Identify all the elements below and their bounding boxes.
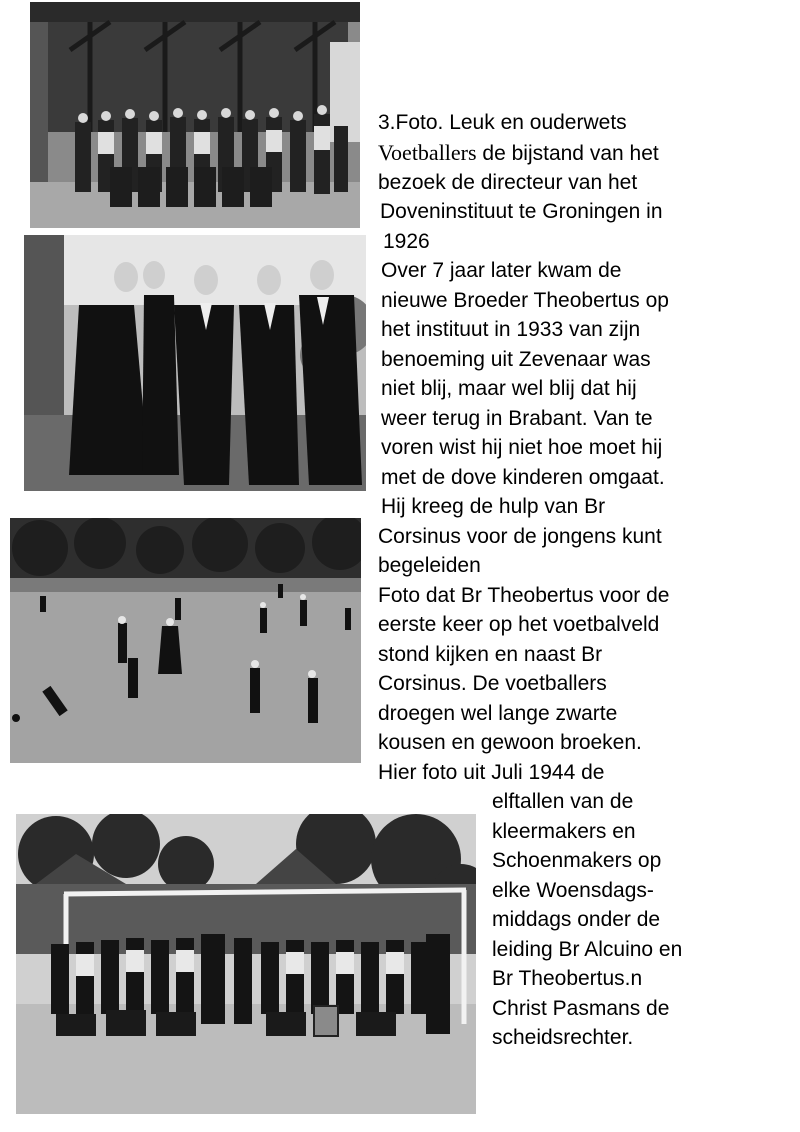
- caption-line-30: Br Theobertus.n: [492, 967, 643, 990]
- caption-line-10: niet blij, maar wel blij dat hij: [381, 377, 637, 400]
- photo-elftallen-1944: [16, 814, 476, 1114]
- caption-line-3: bezoek de directeur van het: [378, 171, 638, 194]
- caption-line-20: Corsinus. De voetballers: [378, 672, 607, 695]
- caption-line-23: Hier foto uit Juli 1944 de: [378, 761, 605, 784]
- photo-football-field: [10, 518, 361, 763]
- caption-line-21: droegen wel lange zwarte: [378, 702, 618, 725]
- caption-line-11: weer terug in Brabant. Van te: [381, 407, 653, 430]
- caption-line-32: scheidsrechter.: [492, 1026, 634, 1049]
- photo-team-1926: [30, 2, 360, 228]
- caption-line-4: Doveninstituut te Groningen in: [380, 200, 663, 223]
- caption-line-28: middags onder de: [492, 908, 661, 931]
- caption-line-27: elke Woensdags-: [492, 879, 654, 902]
- caption-line-13: met de dove kinderen omgaat.: [381, 466, 665, 489]
- caption-line-19: stond kijken en naast Br: [378, 643, 603, 666]
- caption-line-15: Corsinus voor de jongens kunt: [378, 525, 662, 548]
- caption-line-17: Foto dat Br Theobertus voor de: [378, 584, 670, 607]
- photo-directeur-visit: [24, 235, 366, 491]
- caption-line-14: Hij kreeg de hulp van Br: [381, 495, 606, 518]
- caption-line-2-rest: de bijstand van het: [476, 142, 659, 165]
- caption-line-25: kleermakers en: [492, 820, 636, 843]
- caption-line-2: [378, 138, 659, 169]
- caption-line-26: Schoenmakers op: [492, 849, 662, 872]
- caption-line-8: het instituut in 1933 van zijn: [381, 318, 641, 341]
- caption-line-5: 1926: [383, 230, 430, 253]
- caption-line-18: eerste keer op het voetbalveld: [378, 613, 660, 636]
- caption-line-22: kousen en gewoon broeken.: [378, 731, 642, 754]
- caption-line-24: elftallen van de: [492, 790, 634, 813]
- caption-line-16: begeleiden: [378, 554, 481, 577]
- caption-line-31: Christ Pasmans de: [492, 997, 670, 1020]
- caption-line-7: nieuwe Broeder Theobertus op: [381, 289, 669, 312]
- caption-line-9: benoeming uit Zevenaar was: [381, 348, 651, 371]
- caption-line-12: voren wist hij niet hoe moet hij: [381, 436, 663, 459]
- caption-line-29: leiding Br Alcuino en: [492, 938, 683, 961]
- caption-line-6: Over 7 jaar later kwam de: [381, 259, 622, 282]
- caption-line-1: 3.Foto. Leuk en ouderwets: [378, 111, 627, 134]
- caption-word-voetballers: Voetballers: [378, 140, 477, 165]
